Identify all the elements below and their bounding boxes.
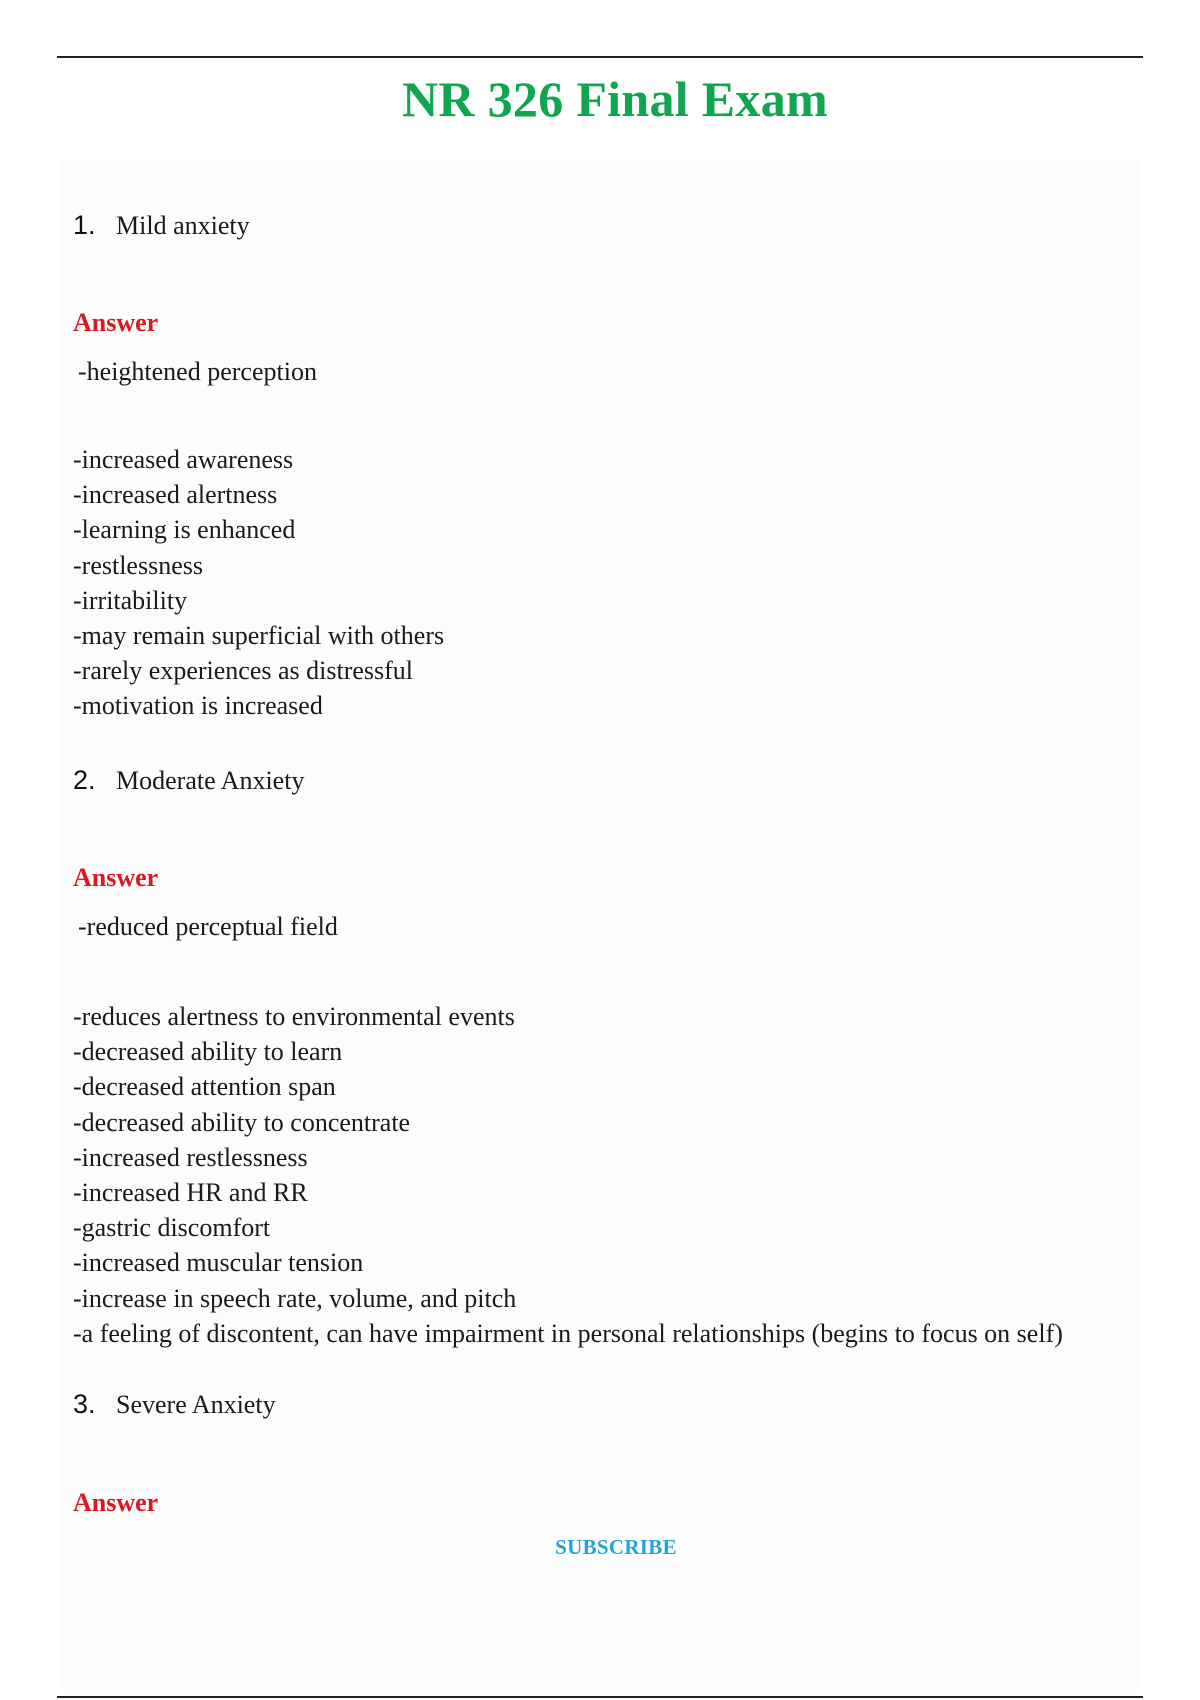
question-text: Mild anxiety	[116, 211, 250, 240]
question-2	[73, 765, 304, 796]
list-item: -increased restlessness	[73, 1142, 308, 1172]
list-item: -increased awareness	[73, 445, 294, 474]
answer-label-3: Answer	[73, 1488, 159, 1517]
question-text: Severe Anxiety	[116, 1390, 276, 1419]
question-3	[73, 1389, 276, 1420]
list-item: -increased muscular tension	[73, 1248, 364, 1278]
answer-1-list	[73, 442, 444, 724]
list-item: -learning is enhanced	[73, 515, 296, 545]
list-item: -a feeling of discontent, can have impairment in personal relationships (begins to focus on self)	[73, 1318, 1063, 1348]
question-number: 3.	[73, 1389, 96, 1419]
list-item: -restlessness	[73, 550, 203, 580]
list-item: -increase in speech rate, volume, and pitch	[73, 1283, 517, 1313]
list-item: -may remain superficial with others	[73, 621, 445, 651]
list-item: -rarely experiences as distressful	[73, 656, 414, 686]
list-item: -increased HR and RR	[73, 1178, 308, 1208]
answer-2-first-line: -reduced perceptual field	[78, 912, 338, 941]
question-1	[73, 210, 250, 241]
list-item: -irritability	[73, 585, 188, 615]
top-rule	[57, 56, 1143, 58]
answer-1-first-line: -heightened perception	[78, 357, 317, 386]
question-number: 1.	[73, 210, 96, 240]
list-item: -decreased ability to learn	[73, 1037, 343, 1067]
answer-label-1: Answer	[73, 308, 159, 337]
list-item: -gastric discomfort	[73, 1213, 271, 1243]
page-title: NR 326 Final Exam	[402, 71, 828, 127]
question-text: Moderate Anxiety	[116, 766, 305, 795]
answer-label-2: Answer	[73, 863, 159, 892]
answer-2-list	[73, 999, 1063, 1351]
subscribe-link[interactable]: SUBSCRIBE	[555, 1535, 677, 1559]
list-item: -increased alertness	[73, 480, 278, 510]
list-item: -decreased ability to concentrate	[73, 1107, 411, 1137]
list-item: -motivation is increased	[73, 691, 323, 721]
bottom-rule	[57, 1696, 1143, 1698]
list-item: -decreased attention span	[73, 1072, 336, 1102]
question-number: 2.	[73, 765, 96, 795]
list-item: -reduces alertness to environmental events	[73, 1002, 515, 1031]
